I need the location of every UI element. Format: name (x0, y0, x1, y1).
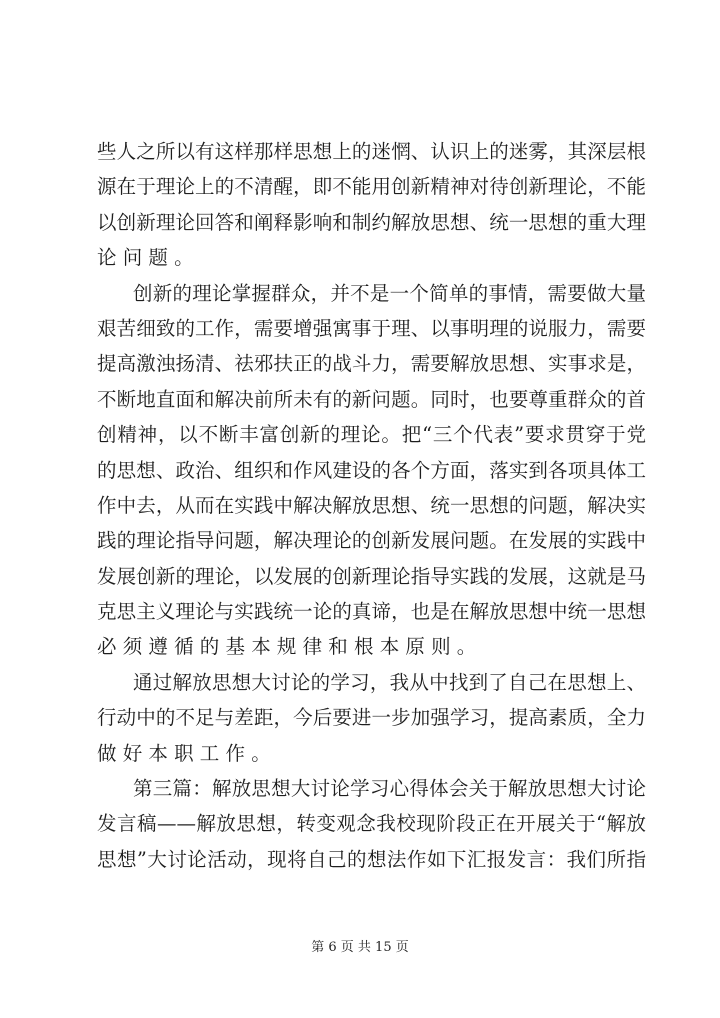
page-number-footer: 第 6 页 共 15 页 (311, 940, 409, 955)
text-line: 创新的理论掌握群众，并不是一个简单的事情，需要做大量 (133, 281, 646, 305)
text-line: 行动中的不足与差距，今后要进一步加强学习，提高素质，全力 (97, 706, 646, 730)
text-line: 不断地直面和解决前所未有的新问题。同时，也要尊重群众的首 (97, 387, 646, 411)
paragraph (97, 134, 646, 276)
paragraph (97, 665, 646, 771)
text-line: 创精神，以不断丰富创新的理论。把“三个代表”要求贯穿于党 (97, 423, 646, 447)
text-line: 提高激浊扬清、祛邪扶正的战斗力，需要解放思想、实事求是， (97, 352, 646, 376)
text-line: 艰苦细致的工作，需要增强寓事于理、以事明理的说服力，需要 (97, 316, 646, 340)
text-line: 克思主义理论与实践统一论的真谛，也是在解放思想中统一思想 (97, 600, 646, 624)
text-line: 发言稿——解放思想，转变观念我校现阶段正在开展关于“解放 (97, 812, 646, 836)
text-line: 通过解放思想大讨论的学习，我从中找到了自己在思想上、 (133, 670, 646, 694)
text-line: 践的理论指导问题，解决理论的创新发展问题。在发展的实践中 (97, 529, 646, 553)
text-line: 论问题。 (97, 246, 200, 270)
paragraph (97, 276, 646, 665)
text-line: 发展创新的理论，以发展的创新理论指导实践的发展，这就是马 (97, 564, 646, 588)
text-line: 的思想、政治、组织和作风建设的各个方面，落实到各项具体工 (97, 458, 646, 482)
paragraph (97, 771, 646, 877)
text-line: 思想”大讨论活动，现将自己的想法作如下汇报发言：我们所指 (97, 847, 646, 871)
document-body (97, 134, 646, 877)
text-line: 作中去，从而在实践中解决解放思想、统一思想的问题，解决实 (97, 493, 646, 517)
text-line: 必须遵循的基本规律和根本原则。 (97, 635, 483, 659)
text-line: 源在于理论上的不清醒，即不能用创新精神对待创新理论，不能 (97, 175, 646, 199)
text-line: 第三篇：解放思想大讨论学习心得体会关于解放思想大讨论 (133, 777, 646, 801)
text-line: 做好本职工作。 (97, 741, 277, 765)
text-line: 以创新理论回答和阐释影响和制约解放思想、统一思想的重大理 (97, 210, 646, 234)
text-line: 些人之所以有这样那样思想上的迷惘、认识上的迷雾，其深层根 (97, 140, 646, 163)
